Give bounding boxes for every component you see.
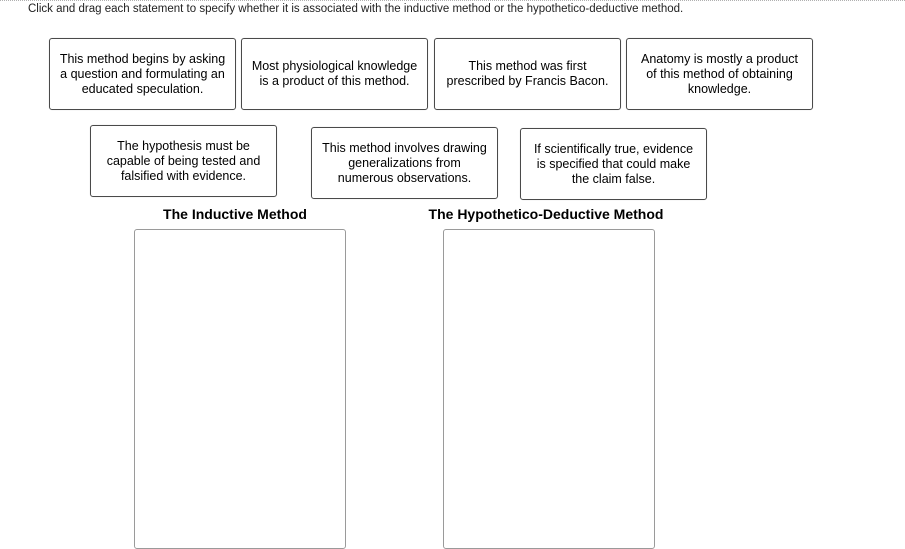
statement-card-text: This method was first prescribed by Francis Bacon. <box>446 59 609 88</box>
statement-card-question-speculation[interactable] <box>49 38 236 110</box>
statement-card-physiological-knowledge[interactable] <box>241 38 428 110</box>
statement-card-text: This method begins by asking a question and formulating an educated speculation. <box>59 51 226 96</box>
statement-card-text: If scientifically true, evidence is specified that could make the claim false. <box>533 141 694 186</box>
statement-card-evidence-false[interactable] <box>520 128 707 200</box>
statement-card-text: Most physiological knowledge is a product of this method. <box>251 59 418 88</box>
statement-card-text: This method involves drawing generalizations from numerous observations. <box>322 140 487 185</box>
statement-card-generalizations[interactable] <box>311 127 498 199</box>
statement-card-anatomy[interactable] <box>626 38 813 110</box>
hypothetico-deductive-method-title: The Hypothetico-Deductive Method <box>428 206 664 222</box>
statement-card-francis-bacon[interactable] <box>434 38 621 110</box>
statement-card-text: Anatomy is mostly a product of this method of obtaining knowledge. <box>640 51 798 96</box>
hypothetico-deductive-drop-zone[interactable] <box>443 229 655 549</box>
statement-card-hypothesis-falsified[interactable] <box>90 125 277 197</box>
inductive-method-title: The Inductive Method <box>163 206 307 222</box>
top-divider <box>0 0 905 1</box>
inductive-method-drop-zone[interactable] <box>134 229 346 549</box>
statement-card-text: The hypothesis must be capable of being tested and falsified with evidence. <box>106 138 261 183</box>
instruction-text: Click and drag each statement to specify whether it is associated with the inductive method or the hypothetico-deductive method. <box>28 3 684 15</box>
